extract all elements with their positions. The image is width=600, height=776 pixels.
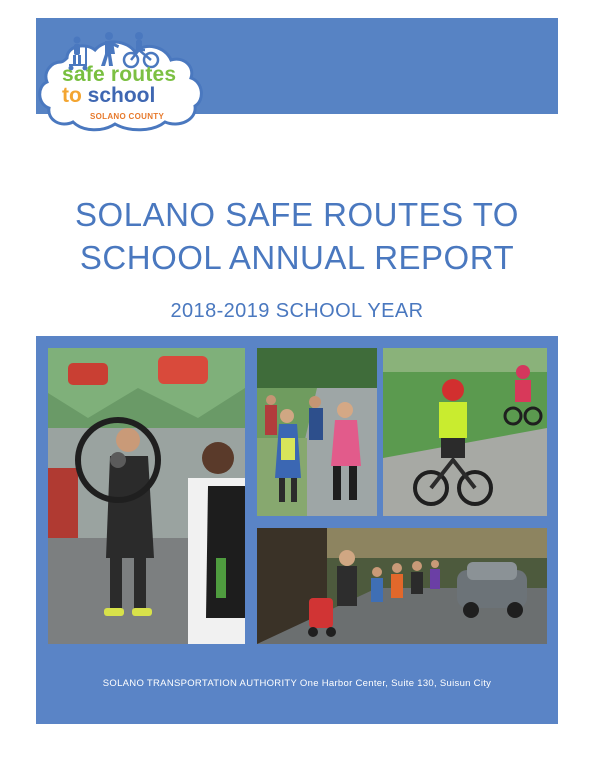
logo-wordmark	[62, 64, 212, 106]
student-cycling-photo	[383, 348, 547, 516]
walking-school-bus-photo	[257, 528, 547, 644]
photo-collage	[36, 336, 558, 724]
report-subtitle: 2018-2019 SCHOOL YEAR	[170, 300, 424, 322]
footer-address: SOLANO TRANSPORTATION AUTHORITY One Harbor Center, Suite 130, Suisun City	[102, 678, 492, 689]
students-walking-photo	[257, 348, 377, 516]
logo-word-routes: routes	[110, 63, 177, 86]
title-line-1: SOLANO SAFE ROUTES TO	[75, 196, 519, 233]
logo-word-safe: safe	[62, 63, 105, 86]
logo-word-school: school	[87, 84, 156, 107]
logo-county: SOLANO COUNTY	[90, 112, 165, 121]
title-line-2: SCHOOL ANNUAL REPORT	[79, 239, 515, 276]
logo-word-to: to	[62, 84, 82, 107]
report-title	[36, 193, 558, 279]
bike-repair-photo	[48, 348, 245, 644]
